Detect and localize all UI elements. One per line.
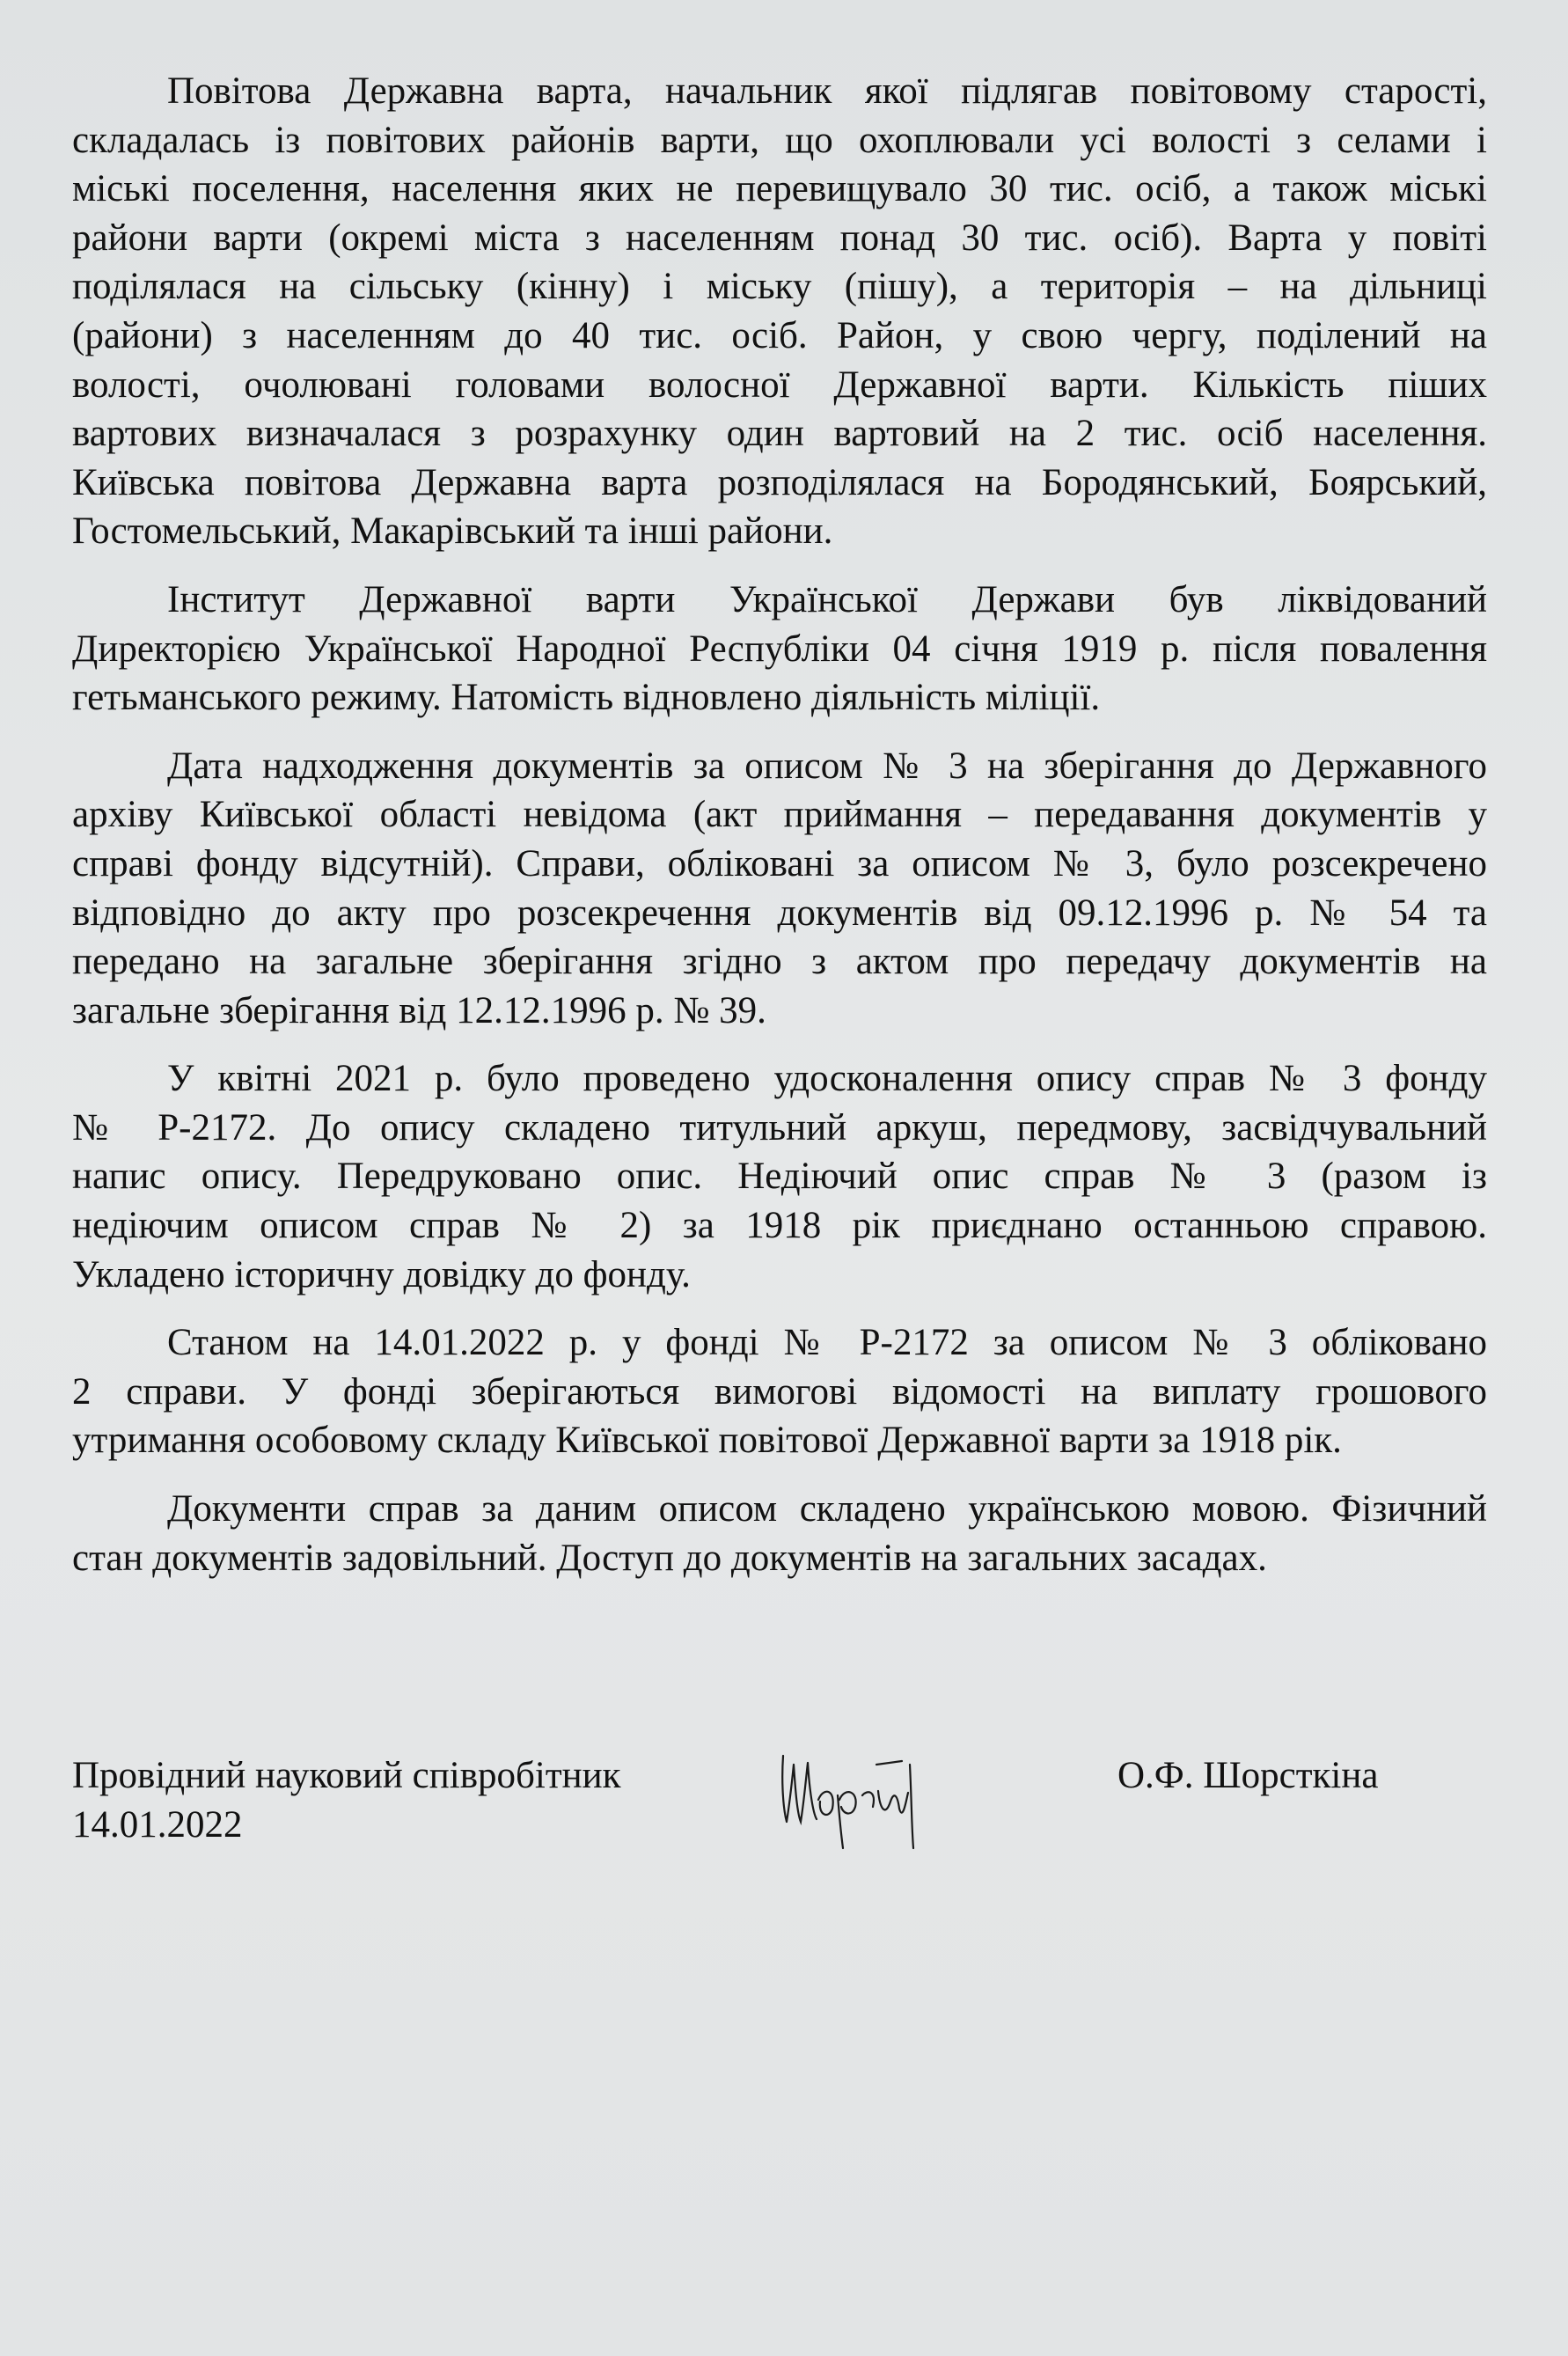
text-line: Укладено історичну довідку до фонду. xyxy=(72,1253,691,1295)
text-line: стан документів задовільний. Доступ до документів на загальних засадах. xyxy=(72,1537,1267,1579)
text-line: міські поселення, населення яких не перевищувало 30 тис. осіб, а також міські xyxy=(72,168,1487,210)
signer-name: О.Ф. Шорсткіна xyxy=(1117,1755,1379,1796)
text-line: № Р-2172. До опису складено титульний аркуш, передмову, засвідчувальний xyxy=(72,1106,1487,1149)
text-line: Директорією Української Народної Республіки 04 січня 1919 р. після повалення xyxy=(72,628,1487,670)
text-line: Гостомельський, Макарівський та інші райони. xyxy=(72,510,833,553)
paragraph xyxy=(72,576,1487,723)
text-line: недіючим описом справ № 2) за 1918 рік приєднано останньою справою. xyxy=(72,1205,1487,1247)
text-line: 2 справи. У фонді зберігаються вимогові відомості на виплату грошового xyxy=(72,1370,1487,1413)
text-line: утримання особовому складу Київської повітової Державної варти за 1918 рік. xyxy=(72,1420,1342,1462)
paragraph xyxy=(72,1318,1487,1465)
text-line: Київська повітова Державна варта розподілялася на Бородянський, Боярський, xyxy=(72,461,1487,503)
text-line: поділялася на сільську (кінну) і міську (пішу), а територія – на дільниці xyxy=(72,266,1487,308)
text-line: відповідно до акту про розсекречення документів від 09.12.1996 р. № 54 та xyxy=(72,892,1487,934)
text-line: райони варти (окремі міста з населенням понад 30 тис. осіб). Варта у повіті xyxy=(72,217,1487,259)
text-line: волості, очолювані головами волосної Державної варти. Кількість піших xyxy=(72,363,1487,406)
paragraph xyxy=(72,742,1487,1036)
text-line: У квітні 2021 р. було проведено удосконалення опису справ № 3 фонду xyxy=(167,1058,1487,1100)
text-line: справі фонду відсутній). Справи, обліковані за описом № 3, було розсекречено xyxy=(72,842,1487,884)
text-line: складалась із повітових районів варти, що охоплювали усі волості з селами і xyxy=(72,119,1487,161)
text-line: Інститут Державної варти Української Держави був ліквідований xyxy=(167,578,1487,620)
signer-position: Провідний науковий співробітник xyxy=(72,1755,621,1796)
document-body xyxy=(72,67,1487,1602)
text-line: передано на загальне зберігання згідно з актом про передачу документів на xyxy=(72,941,1487,983)
text-line: Документи справ за даним описом складено українською мовою. Фізичний xyxy=(167,1488,1487,1530)
text-line: загальне зберігання від 12.12.1996 р. № 39. xyxy=(72,989,766,1031)
handwritten-signature xyxy=(774,1738,968,1853)
text-line: Станом на 14.01.2022 р. у фонді № Р-2172 за описом № 3 обліковано xyxy=(167,1322,1487,1364)
signature-block xyxy=(72,1751,621,1850)
text-line: (райони) з населенням до 40 тис. осіб. Район, у свою чергу, поділений на xyxy=(72,314,1487,356)
signature-date: 14.01.2022 xyxy=(72,1804,243,1846)
text-line: вартових визначалася з розрахунку один вартовий на 2 тис. осіб населення. xyxy=(72,413,1487,455)
paragraph xyxy=(72,67,1487,556)
text-line: напис опису. Передруковано опис. Недіючий опис справ № 3 (разом із xyxy=(72,1156,1487,1198)
paragraph xyxy=(72,1485,1487,1582)
text-line: Дата надходження документів за описом № 3 на зберігання до Державного xyxy=(167,745,1487,787)
text-line: Повітова Державна варта, начальник якої підлягав повітовому старості, xyxy=(167,70,1487,112)
text-line: гетьманського режиму. Натомість відновлено діяльність міліції. xyxy=(72,677,1101,719)
paragraph xyxy=(72,1054,1487,1299)
text-line: архіву Київської області невідома (акт приймання – передавання документів у xyxy=(72,794,1487,836)
